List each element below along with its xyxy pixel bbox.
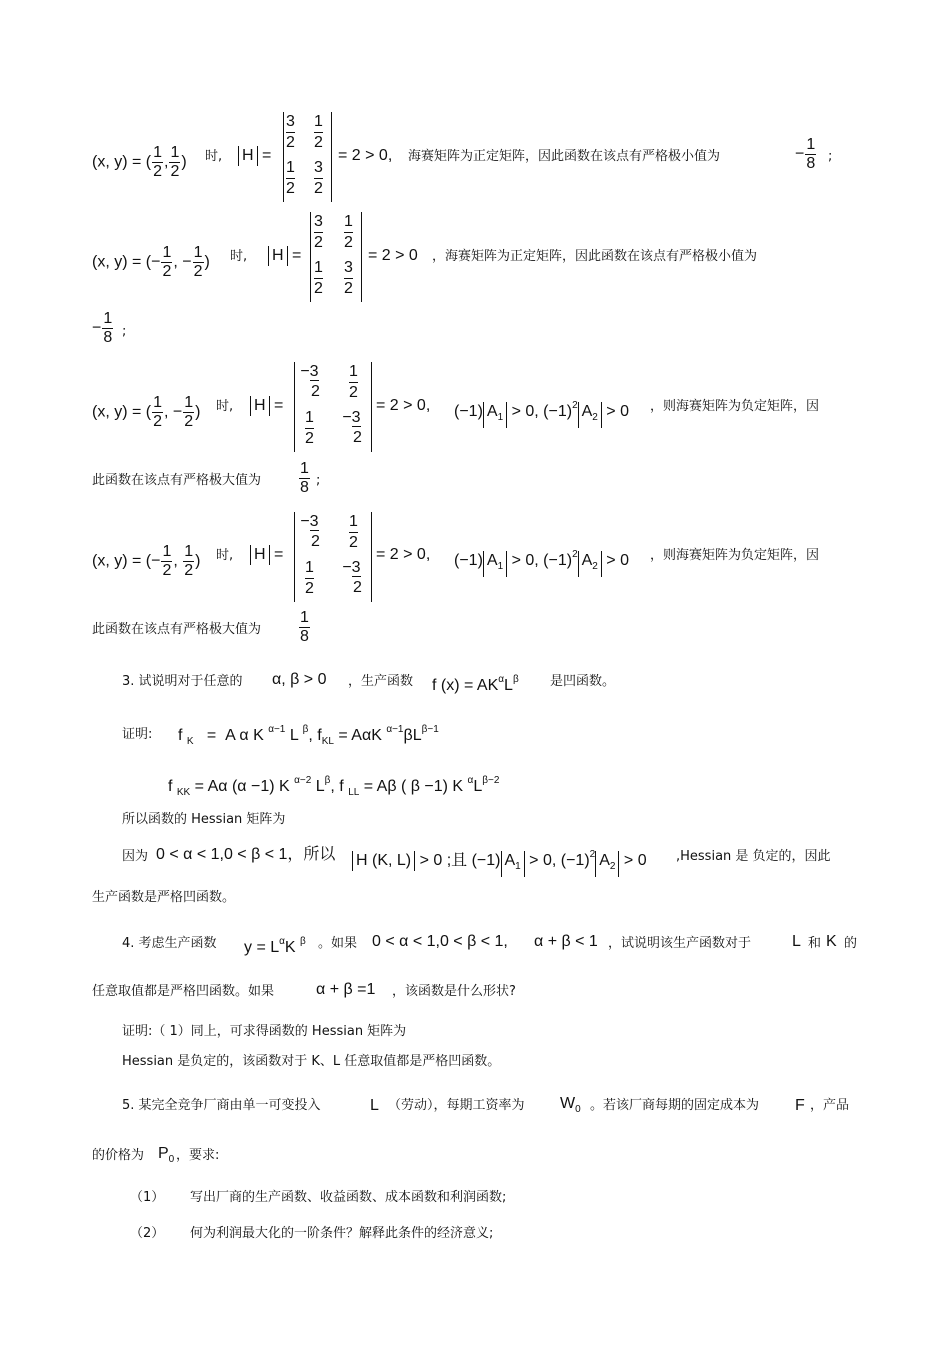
- q3-hessian-line: 所以函数的 Hessian 矩阵为: [122, 812, 286, 827]
- q4-func-text: y = L: [244, 939, 280, 956]
- q5-req: ，要求:: [176, 1148, 220, 1163]
- case3-text2: 此函数在该点有严格极大值为: [92, 473, 262, 488]
- case1-end: ;: [828, 149, 833, 164]
- q4-func: $y = L^\alpha K$ $^\beta$: [244, 936, 306, 956]
- case2-shi: 时,: [230, 249, 248, 264]
- q4-de: 的: [844, 936, 858, 951]
- case2-H: H =: [268, 246, 301, 266]
- case3-shi: 时,: [216, 399, 234, 414]
- q5-label: 5. 某完全竞争厂商由单一可变投入: [122, 1098, 321, 1113]
- case4-cond: (−1) $A_1 > 0$, $(-1)^2$ $A_2 > 0$: [454, 545, 629, 577]
- q5-item-1-text: 写出厂商的生产函数、收益函数、成本函数和利润函数;: [190, 1190, 507, 1205]
- q3-label: 3. 试说明对于任意的: [122, 674, 243, 689]
- case3-text: ，则海赛矩阵为负定矩阵，因: [650, 399, 820, 414]
- q4-he: 和: [808, 936, 822, 951]
- case4-point: (x, y) = (− $\frac{1}{2}$ , $\frac{1}{2}$ ): [92, 543, 201, 579]
- q5-item-2-text: 何为利润最大化的一阶条件？解释此条件的经济意义;: [190, 1226, 494, 1241]
- case3-end: ;: [316, 473, 321, 488]
- case2-end: ;: [122, 324, 127, 339]
- case2-text: ，海赛矩阵为正定矩阵，因此函数在该点有严格极小值为: [432, 249, 758, 264]
- q5-labor: （劳动），每期工资率为: [388, 1098, 525, 1113]
- case1-text: 海赛矩阵为正定矩阵，因此函数在该点有严格极小值为: [408, 149, 721, 164]
- q4-ifcond: 。如果: [318, 936, 358, 951]
- case4-result: $\frac{1}{8}$: [300, 609, 309, 645]
- case3-result: $\frac{1}{8}$: [300, 460, 309, 496]
- case2-hessian-det: 3 2 1 2 1 2 3 2: [310, 212, 362, 302]
- case3-point: (x, y) = ( $\frac{1}{2}$ , − $\frac{1}{2}$ ): [92, 394, 201, 430]
- q4-eq: α + β =1: [316, 981, 376, 998]
- q5-line2: 的价格为: [92, 1148, 145, 1163]
- q3-proof: 证明:: [122, 727, 153, 742]
- q5-prod: ，产品: [810, 1098, 850, 1113]
- q4-proof: 证明:（ 1）同上，可求得函数的 Hessian 矩阵为: [122, 1024, 407, 1039]
- q3-func: f $(x) = AK^\alpha L^\beta$: [432, 674, 519, 694]
- q3-cond: α, β > 0: [272, 671, 327, 688]
- case3-H: H =: [250, 396, 283, 416]
- q4-text: ，试说明该生产函数对于: [608, 936, 752, 951]
- q3-hdet: H (K, L) > 0 ;且 (−1) $A_1 > 0$, $(-1)^2$ $A_2 > 0$: [352, 845, 647, 877]
- case2-result: − $\frac{1}{8}$: [92, 310, 113, 346]
- q4-proof2: Hessian 是负定的，该函数对于 K、L 任意取值都是严格凹函数。: [122, 1054, 501, 1069]
- case1-point: (x, y) = ( $\frac{1}{2}$ , $\frac{1}{2}$ ): [92, 144, 187, 180]
- q5-item-1-num: （1）: [130, 1190, 165, 1205]
- case1-H: H =: [238, 146, 271, 166]
- case2-value: = 2 > 0: [368, 247, 418, 264]
- q4-K: K: [826, 933, 837, 950]
- q4-question: ，该函数是什么形状?: [392, 984, 516, 999]
- case3-cond: (−1) $A_1 > 0$, $(-1)^2$ $A_2 > 0$: [454, 396, 629, 428]
- q3-mid: ，生产函数: [348, 674, 414, 689]
- q4-sumcond: α + β < 1: [534, 933, 598, 950]
- q3-func-text: f (x) = AK: [432, 677, 499, 694]
- q5-fixed: 。若该厂商每期的固定成本为: [590, 1098, 760, 1113]
- q5-F: F: [795, 1097, 805, 1114]
- q5-P-text: P: [158, 1145, 169, 1162]
- q3-because: 因为: [122, 849, 149, 864]
- case4-value: = 2 > 0,: [376, 546, 431, 563]
- q5-W: $W_0$: [560, 1095, 581, 1115]
- case1-result: − $\frac{1}{8}$: [795, 136, 816, 172]
- case4-H: H =: [250, 545, 283, 565]
- case2-point: (x, y) = (− $\frac{1}{2}$ , − $\frac{1}{2}$ ): [92, 244, 210, 280]
- q4-range: 0 < α < 1,0 < β < 1,: [372, 933, 508, 950]
- case4-text: ，则海赛矩阵为负定矩阵，因: [650, 548, 820, 563]
- q3-fK: f $_K$ = A α K $^{\alpha-1}$ L $^\beta$, $f_{KL} = A\alpha K$ $^{\alpha-1}\beta L^{\beta-1}$: [178, 724, 439, 747]
- q3-hessian-neg: ,Hessian 是 负定的，因此: [676, 849, 831, 864]
- case3-value: = 2 > 0,: [376, 397, 431, 414]
- q4-L: L: [792, 933, 801, 950]
- case4-hessian-det: −3 2 1 2 1 2 −3 2: [294, 512, 372, 602]
- q3-tail: 是凹函数。: [550, 674, 616, 689]
- q3-fKK: f $_{KK}$ = Aα (α −1) K $^{\alpha-2}$ $L^\beta$, f $_{LL}$ = Aβ ( β −1) K $^\alpha L^{\beta-2}$: [168, 775, 500, 798]
- q5-W-text: W: [560, 1095, 576, 1112]
- case4-text2: 此函数在该点有严格极大值为: [92, 622, 262, 637]
- case3-hessian-det: −3 2 1 2 1 2 −3 2: [294, 362, 372, 452]
- case1-shi: 时,: [205, 149, 223, 164]
- q3-conclusion: 生产函数是严格凹函数。: [92, 890, 236, 905]
- q5-L: L: [370, 1097, 379, 1114]
- case1-value: = 2 > 0,: [338, 147, 393, 164]
- case4-shi: 时,: [216, 548, 234, 563]
- case1-hessian-det: 3 2 1 2 1 2 3 2: [283, 112, 332, 202]
- q3-range: 0 < α < 1,0 < β < 1，所以: [156, 846, 336, 863]
- q5-item-2-num: （2）: [130, 1226, 165, 1241]
- q4-label: 4. 考虑生产函数: [122, 936, 217, 951]
- q5-P: $P_0$: [158, 1145, 175, 1165]
- q4-line2: 任意取值都是严格凹函数。如果: [92, 984, 275, 999]
